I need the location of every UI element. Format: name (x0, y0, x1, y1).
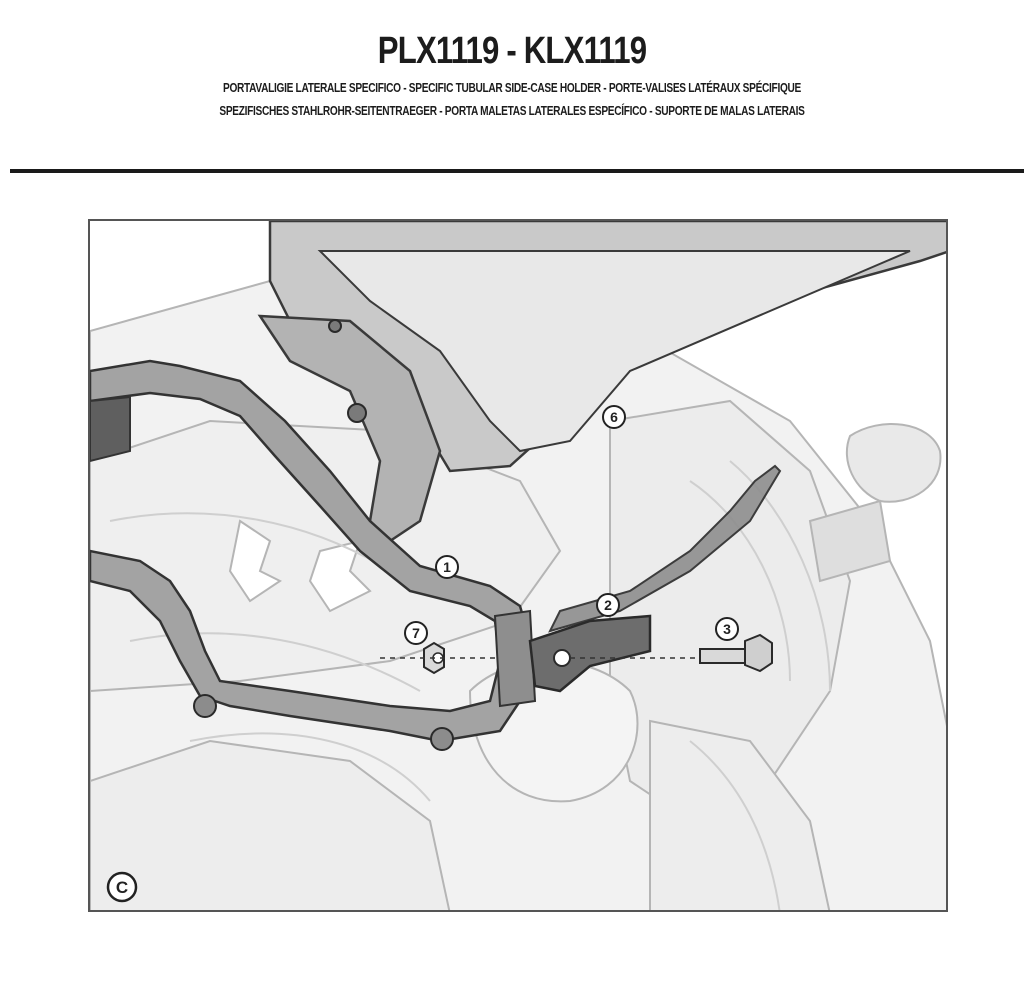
svg-text:7: 7 (412, 625, 420, 641)
header-divider (10, 169, 1024, 173)
svg-text:3: 3 (723, 621, 731, 637)
svg-text:6: 6 (610, 409, 618, 425)
subtitle-line-1: PORTAVALIGIE LATERALE SPECIFICO - SPECIFIC TUBULAR SIDE-CASE HOLDER - PORTE-VALISES LATÉRAUX SPÉCIFIQUE (222, 80, 801, 95)
diagram-canvas (90, 221, 948, 912)
assembly-diagram (88, 219, 948, 912)
svg-text:C: C (115, 878, 129, 897)
svg-text:2: 2 (604, 597, 612, 613)
subtitle-line-2: SPEZIFISCHES STAHLROHR-SEITENTRAEGER - PORTA MALETAS LATERALES ESPECÍFICO - SUPORTE DE MALAS LATERAIS (219, 103, 805, 118)
header (0, 0, 1024, 175)
callout-7 (405, 622, 427, 644)
callout-2 (597, 594, 619, 616)
svg-text:1: 1 (443, 559, 451, 575)
callout-3 (716, 618, 738, 640)
callout-1 (436, 556, 458, 578)
panel-label-c (108, 873, 136, 901)
page-title: PLX1119 - KLX1119 (377, 30, 647, 72)
callout-6 (603, 406, 625, 428)
